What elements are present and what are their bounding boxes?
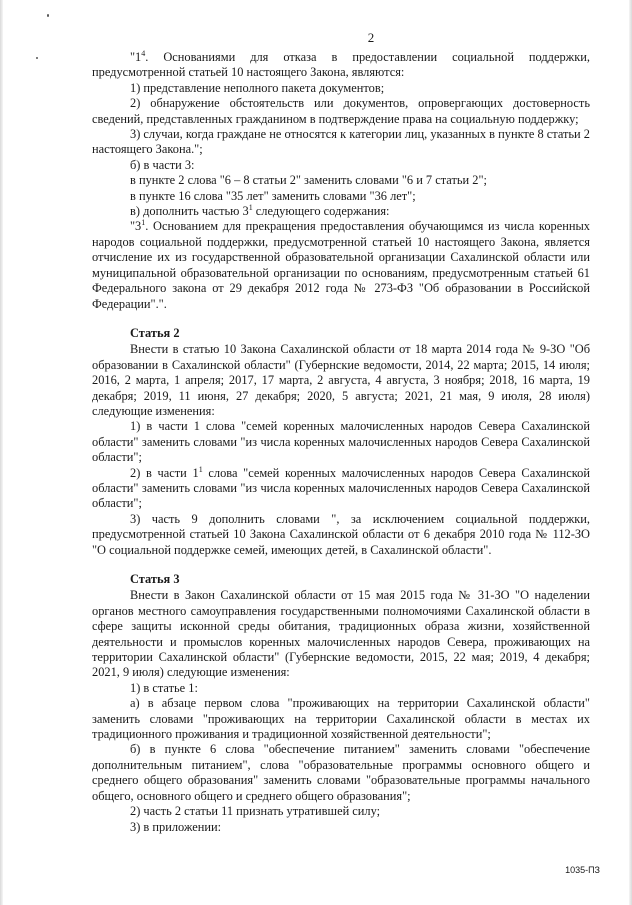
list-item: 2) обнаружение обстоятельств или документов, опровергающих достоверность сведений, представленных гражданином в подтверждение права на социальную поддержку; xyxy=(92,96,590,126)
list-item: 1) в части 1 слова "семей коренных малочисленных народов Севера Сахалинской области" заменить словами "из числа коренных малочисленных народов Севера Сахалинской области"; xyxy=(92,419,590,465)
list-item: 1) в статье 1: xyxy=(130,680,198,695)
list-item: 3) в приложении: xyxy=(130,819,222,834)
paragraph-termination-grounds: "$3^1$. Основанием для прекращения предоставления обучающимся из числа коренных народов социальной поддержки, предусмотренной статьей 10 настоящего Закона, является отчисление их из государственной образовательной организации Сахалинской области или муниципальной образовательной организации по основаниям, предусмотренным статьей 61 Федерального закона от 29 декабря 2012 года № 273-ФЗ "Об образовании в Российской Федерации".". xyxy=(92,218,590,311)
article-2-heading: Статья 2 xyxy=(130,325,180,340)
list-item: в пункте 16 слова "35 лет" заменить словами "36 лет"; xyxy=(130,188,416,203)
list-item: 1) представление неполного пакета документов; xyxy=(130,80,385,95)
page-number: 2 xyxy=(367,30,375,45)
list-item: б) в пункте 6 слова "обеспечение питанием" заменить словами "обеспечение дополнительным питанием", слова "образовательные программы основного общего и среднего общего образования" заменить словами "образовательные программы начального общего, основного общего и среднего общего образования"; xyxy=(92,742,590,803)
scan-edge-left xyxy=(0,0,3,905)
document-body xyxy=(92,50,590,835)
paragraph-refusal-grounds: "$1^4$. Основаниями для отказа в предоставлении социальной поддержки, предусмотренной статьей 10 настоящего Закона, являются: xyxy=(92,48,590,80)
list-item: б) в части 3: xyxy=(130,157,195,172)
article-2-intro: Внести в статью 10 Закона Сахалинской области от 18 марта 2014 года № 9-ЗО "Об образовании в Сахалинской области" (Губернские ведомости, 2014, 22 марта; 2015, 14 июля; 2016, 2 марта, 1 апреля; 2017, 17 марта, 2 августа, 4 августа, 3 ноября; 2018, 16 марта, 19 декабря; 2019, 11 июня, 27 декабря; 2020, 5 августа; 2021, 21 мая, 9 июля, 28 июля) следующие изменения: xyxy=(92,342,590,418)
list-item: а) в абзаце первом слова "проживающих на территории Сахалинской области" заменить словами "проживающих на территории Сахалинской области в местах их традиционного проживания и традиционной хозяйственной деятельности"; xyxy=(92,696,590,742)
list-item: 2) часть 2 статьи 11 признать утратившей силу; xyxy=(130,804,381,819)
list-item: в) дополнить частью $3^1$ следующего содержания: xyxy=(130,202,390,219)
scan-speck xyxy=(47,14,49,17)
scan-speck xyxy=(36,57,38,59)
list-item: в пункте 2 слова "6 – 8 статьи 2" заменить словами "6 и 7 статьи 2"; xyxy=(130,173,487,188)
article-3-intro: Внести в Закон Сахалинской области от 15 мая 2015 года № 31-ЗО "О наделении органов местного самоуправления государственными полномочиями Сахалинской области в сфере защиты исконной среды обитания, традиционных образа жизни, хозяйственной деятельности и промыслов коренных малочисленных народов Севера, проживающих на территории Сахалинской области" (Губернские ведомости, 2015, 22 мая; 2019, 4 декабря; 2021, 9 июля) следующие изменения: xyxy=(92,588,590,680)
list-item: 3) часть 9 дополнить словами ", за исключением социальной поддержки, предусмотренной статьей 10 Закона Сахалинской области от 6 декабря 2010 года № 112-ЗО "О социальной поддержке семей, имеющих детей, в Сахалинской области". xyxy=(92,511,590,557)
article-3-heading: Статья 3 xyxy=(130,572,180,586)
document-code: 1035-ПЗ xyxy=(565,865,600,875)
list-item: 3) случаи, когда граждане не относятся к категории лиц, указанных в пункте 8 статьи 2 настоящего Закона."; xyxy=(92,127,590,157)
list-item: 2) в части $1^1$ слова "семей коренных малочисленных народов Севера Сахалинской области" заменить словами "из числа коренных малочисленных народов Севера Сахалинской области"; xyxy=(92,464,591,511)
